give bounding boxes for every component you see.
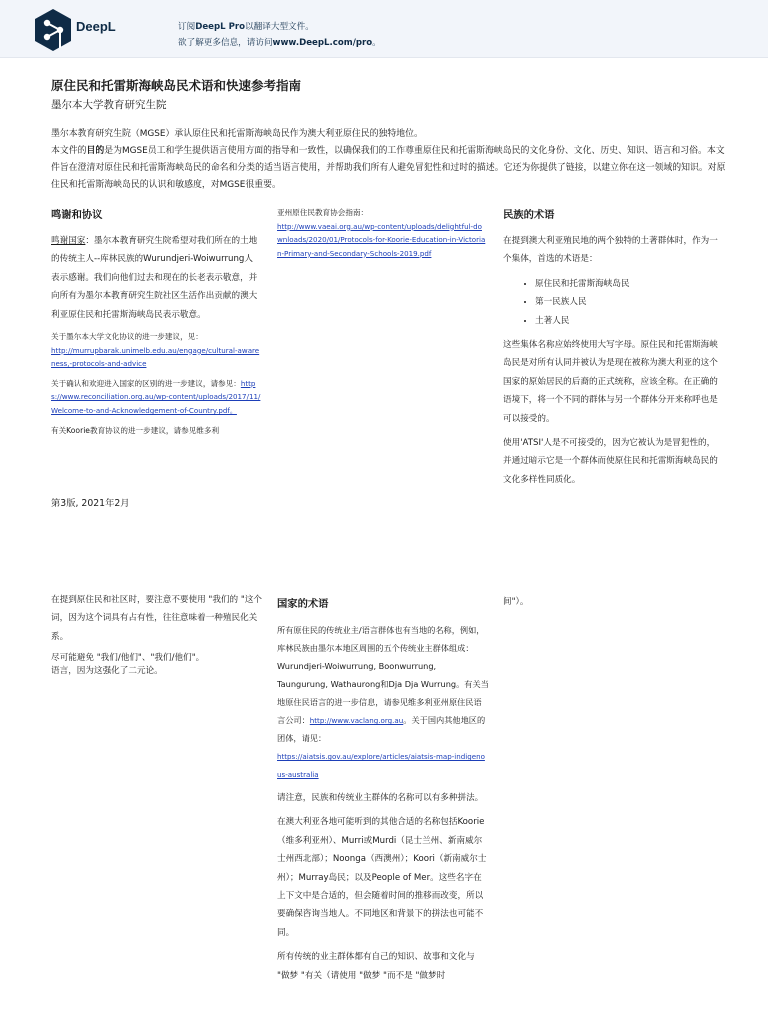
dreaming-continued: 间"）。 <box>503 597 529 607</box>
intro-paragraph-1: 墨尔本教育研究生院（MGSE）承认原住民和托雷斯海峡岛民作为澳大利亚原住民的独特地位。 <box>51 129 423 139</box>
list-item: • 第一民族人民 <box>535 293 718 311</box>
our-word-paragraph: 在提到原住民和社区时，要注意不要使用 "我们的 "这个词，因为这个词具有占有性，往往意味着一种殖民化关系。 <box>51 595 263 642</box>
vaeai-link[interactable]: http://www.vaeai.org.au/wp-content/uploads/delightful-downloads/2020/01/Protocols-for-Koorie-Education-in-Victorian-Primary-and-Secondary-Schools-2019.pdf <box>277 221 486 258</box>
intro-section <box>51 126 726 194</box>
murrupbarak-link[interactable]: http://murrupbarak.unimelb.edu.au/engage/cultural-awareness,-protocols-and-advice <box>51 345 260 369</box>
section-heading: 鸣谢和协议 <box>51 209 103 221</box>
spelling-paragraph: 请注意，民族和传统业主群体的名称可以有多种拼法。 <box>277 793 484 803</box>
dreaming-paragraph: 所有传统的业主群体都有自己的知识、故事和文化与 "做梦 "有关（请使用 "做梦 "而不是 "做梦时 <box>277 952 475 981</box>
aiatsis-link[interactable]: https://aiatsis.gov.au/explore/articles/aiatsis-map-indigenous-australia <box>277 752 485 779</box>
welcome-paragraph: 关于确认和欢迎进入国家的区别的进一步建议，请参见：https://www.reconciliation.org.au/wp-content/uploads/2017/11/Welcome-to-and-Acknowledgement-of-Country.pdf。 <box>51 378 261 415</box>
column-peoples-terms <box>503 208 718 495</box>
column-vaeai <box>277 206 487 266</box>
deepl-pro-link[interactable]: www.DeepL.com/pro <box>272 38 373 48</box>
column-continued <box>503 593 718 617</box>
list-item: • 原住民和托雷斯海峡岛民 <box>535 275 718 293</box>
deepl-logo-text: DeepL <box>76 19 116 34</box>
column-acknowledgement <box>51 208 261 443</box>
acknowledgement-paragraph: 鸣谢国家：墨尔本教育研究生院希望对我们所在的土地的传统主人--库林民族的Wurundjeri-Woiwurrung人表示感谢。我们向他们过去和现在的长老表示敬意，并向所有为墨尔本教育研究生院社区生活作出贡献的澳大利亚原住民和托雷斯海峡岛民表示敬意。 <box>51 236 258 320</box>
edition-label: 第3版, 2021年2月 <box>51 498 130 509</box>
binary-paragraph: 尽可能避免 "我们/他们"、"我们/他们"。 语言，因为这强化了二元论。 <box>51 653 205 677</box>
vaeai-paragraph: 亚州原住民教育协会指南： http://www.vaeai.org.au/wp-content/uploads/delightful-downloads/2020/01/Protocols-for-Koorie-Education-in-Victorian-Primary-and-Secondary-Schools-2019.pdf <box>277 208 486 258</box>
column-language-note <box>51 591 263 684</box>
koorie-paragraph: 有关Koorie教育协议的进一步建议，请参见维多利 <box>51 425 220 435</box>
document-subtitle: 墨尔本大学教育研究生院 <box>51 99 167 111</box>
capitalisation-paragraph: 这些集体名称应始终使用大写字母。原住民和托雷斯海峡岛民是对所有认同并被认为是现在被称为澳大利亚的这个国家的原始居民的后裔的正式统称，应该全称。在正确的语境下，将一个不同的群体与另一个群体分开来称呼也是可以接受的。 <box>503 340 718 424</box>
atsi-paragraph: 使用'ATSI'人是不可接受的，因为它被认为是冒犯性的，并通过暗示它是一个群体而使原住民和托雷斯海峡岛民的文化多样性同质化。 <box>503 438 718 485</box>
intro-paragraph-2: 本文件的目的是为MGSE员工和学生提供语言使用方面的指导和一致性，以确保我们的工作尊重原住民和托雷斯海峡岛民的文化身份、文化、历史、知识、语言和习俗。本文件旨在澄清对原住民和托雷斯海峡岛民的命名和分类的适当语言使用，并帮助我们所有人避免冒犯性和过时的描述。它还为你提供了链接，以建立你在这一领域的知识。对原住民和托雷斯海峡岛民的认识和敏感度，对MGSE很重要。 <box>51 146 726 190</box>
section-heading: 民族的术语 <box>503 209 555 221</box>
preferred-terms-list <box>503 275 718 330</box>
reconciliation-link[interactable]: https://www.reconciliation.org.au/wp-content/uploads/2017/11/Welcome-to-and-Acknowledgement-of-Country.pdf。 <box>51 378 261 415</box>
list-item: • 土著人民 <box>535 312 718 330</box>
local-names-paragraph: 所有原住民的传统业主/语言群体也有当地的名称，例如，库林民族由墨尔本地区周围的五个传统业主群体组成：Wurundjeri-Woiwurrung, Boonwurrung, Taungurung, Wathaurong和Dja Dja Wurrung。有关当地原住民语言的进一步信息，请参见维多利亚州原住民语言公司：http://www.vaclang.org.au。关于国内其他地区的团体，请见： https://aiatsis.gov.au/explore/articles/aiatsis-map-indigenous-australia <box>277 625 489 779</box>
deepl-banner <box>0 0 768 58</box>
column-country-terms <box>277 597 489 991</box>
vaclang-link[interactable]: http://www.vaclang.org.au <box>309 716 404 725</box>
peoples-intro: 在提到澳大利亚殖民地的两个独特的土著群体时，作为一个集体，首选的术语是： <box>503 236 718 265</box>
protocols-paragraph: 关于墨尔本大学文化协议的进一步建议，见： http://murrupbarak.unimelb.edu.au/engage/cultural-awareness,-protocols-and-advice <box>51 332 260 369</box>
promo-text: 订阅DeepL Pro以翻译大型文件。 欲了解更多信息，请访问www.DeepL.com/pro。 <box>178 22 381 48</box>
section-heading: 国家的术语 <box>277 598 329 610</box>
document-title: 原住民和托雷斯海峡岛民术语和快速参考指南 <box>51 78 302 93</box>
other-names-paragraph: 在澳大利亚各地可能听到的其他合适的名称包括Koorie（维多利亚州）、Murri或Murdi（昆士兰州、新南威尔士州西北部）；Noonga（西澳州）；Koori（新南威尔士州）；Murray岛民；以及People of Mer。这些名字在上下文中是合适的，但会随着时间的推移而改变，所以要确保咨询当地人。不同地区和背景下的拼法也可能不同。 <box>277 817 487 938</box>
deepl-logo-icon <box>33 8 73 52</box>
